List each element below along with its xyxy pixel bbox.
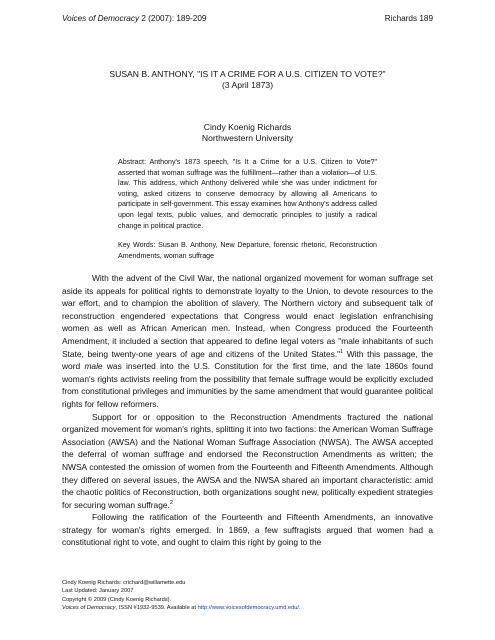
paragraph-3: Following the ratification of the Fourteenth and Fifteenth Amendments, an innovative strategy for woman's rights emerged. In 1869, a few suffragists argued that women had a constitutional right to vote, and ought to claim this right by going to the bbox=[62, 512, 433, 548]
title-line-1: SUSAN B. ANTHONY, "IS IT A CRIME FOR A U.S. CITIZEN TO VOTE?" bbox=[109, 69, 386, 79]
paragraph-1-text-c: was inserted into the U.S. Constitution for the first time, and the late 1860s found woman's rights activists reeling from the possibility that female suffrage would be explicitly excluded from constitutional privileges and immunities by the same amendment that would guarantee political rights for fellow reformers. bbox=[62, 361, 434, 409]
page-number: Richards 189 bbox=[384, 14, 433, 23]
journal-url-link[interactable]: http://www.voicesofdemocracy.umd.edu/ bbox=[197, 604, 300, 611]
author-block bbox=[62, 122, 433, 144]
abstract: Abstract: Anthony's 1873 speech, "Is It a Crime for a U.S. Citizen to Vote?" asserted that woman suffrage was the fulfillment—rather than a violation—of U.S. law. This address, which Anthony delivered while she was under indictment for voting, asked citizens to conserve democracy by allowing all Americans to participate in self-government. This essay examines how Anthony's address called upon legal texts, public values, and democratic principles to justify a radical change in political practice. bbox=[118, 158, 377, 230]
keywords: Key Words: Susan B. Anthony, New Departure, forensic rhetoric, Reconstruction Amendments, woman suffrage bbox=[118, 241, 377, 260]
paragraph-2 bbox=[62, 411, 433, 512]
page-footer bbox=[62, 579, 433, 612]
author-email: Cindy Koenig Richards: crichard@willamette.edu bbox=[62, 580, 186, 586]
footnote-ref-1[interactable]: 1 bbox=[340, 348, 344, 355]
author-affiliation: Northwestern University bbox=[201, 132, 294, 143]
paragraph-1 bbox=[62, 272, 433, 411]
emphasis-male: male bbox=[84, 361, 103, 372]
copyright: Copyright © 2009 (Cindy Koenig Richards). bbox=[62, 596, 172, 603]
journal-info bbox=[62, 604, 433, 612]
title-line-2: (3 April 1873) bbox=[221, 79, 274, 90]
running-header bbox=[62, 14, 433, 23]
issn: , ISSN #1932-9539. Available at bbox=[115, 604, 198, 611]
last-updated: Last Updated: January 2007 bbox=[62, 588, 134, 595]
paragraph-1-text-a: With the advent of the Civil War, the national organized movement for woman suffrage set aside its appeals for political rights to demonstrate loyalty to the Union, to devote resources to the war effort, and to champion the abolition of slavery. The Northern victory and subsequent talk of reconstruction engendered expectations that Congress would enact legislation enfranchising women as well as African American men. Instead, when Congress produced the Fourteenth Amendment, it included a section that appeared to define legal voters as "male inhabitants of such State, being twenty-one years of age and citizens of the United States." bbox=[62, 273, 433, 359]
paragraph-2-text: Support for or opposition to the Reconstruction Amendments fractured the national organized movement for woman's rights, splitting it into two factions: the American Woman Suffrage Association (AWSA) and the National Woman Suffrage Association (NWSA). The AWSA accepted the deferral of woman suffrage and endorsed the Reconstruction Amendments as written; the NWSA contested the omission of women from the Fourteenth and Fifteenth Amendments. Although they differed on several issues, the AWSA and the NWSA shared an important characteristic: amid the chaotic politics of Reconstruction, both organizations sought new, politically expedient strategies for securing woman suffrage. bbox=[62, 411, 433, 510]
citation-detail: 2 (2007): 189-209 bbox=[139, 14, 207, 23]
paragraph-1-text-b: With this passage, the word bbox=[62, 348, 433, 372]
footer-end: . bbox=[299, 604, 301, 611]
author-name: Cindy Koenig Richards bbox=[203, 122, 292, 132]
journal-name: Voices of Democracy bbox=[62, 14, 140, 23]
article-title bbox=[62, 69, 433, 91]
footnote-ref-2[interactable]: 2 bbox=[169, 499, 173, 506]
article-body bbox=[62, 272, 433, 549]
journal-citation bbox=[62, 14, 206, 23]
footer-journal-name: Voices of Democracy bbox=[62, 604, 116, 611]
